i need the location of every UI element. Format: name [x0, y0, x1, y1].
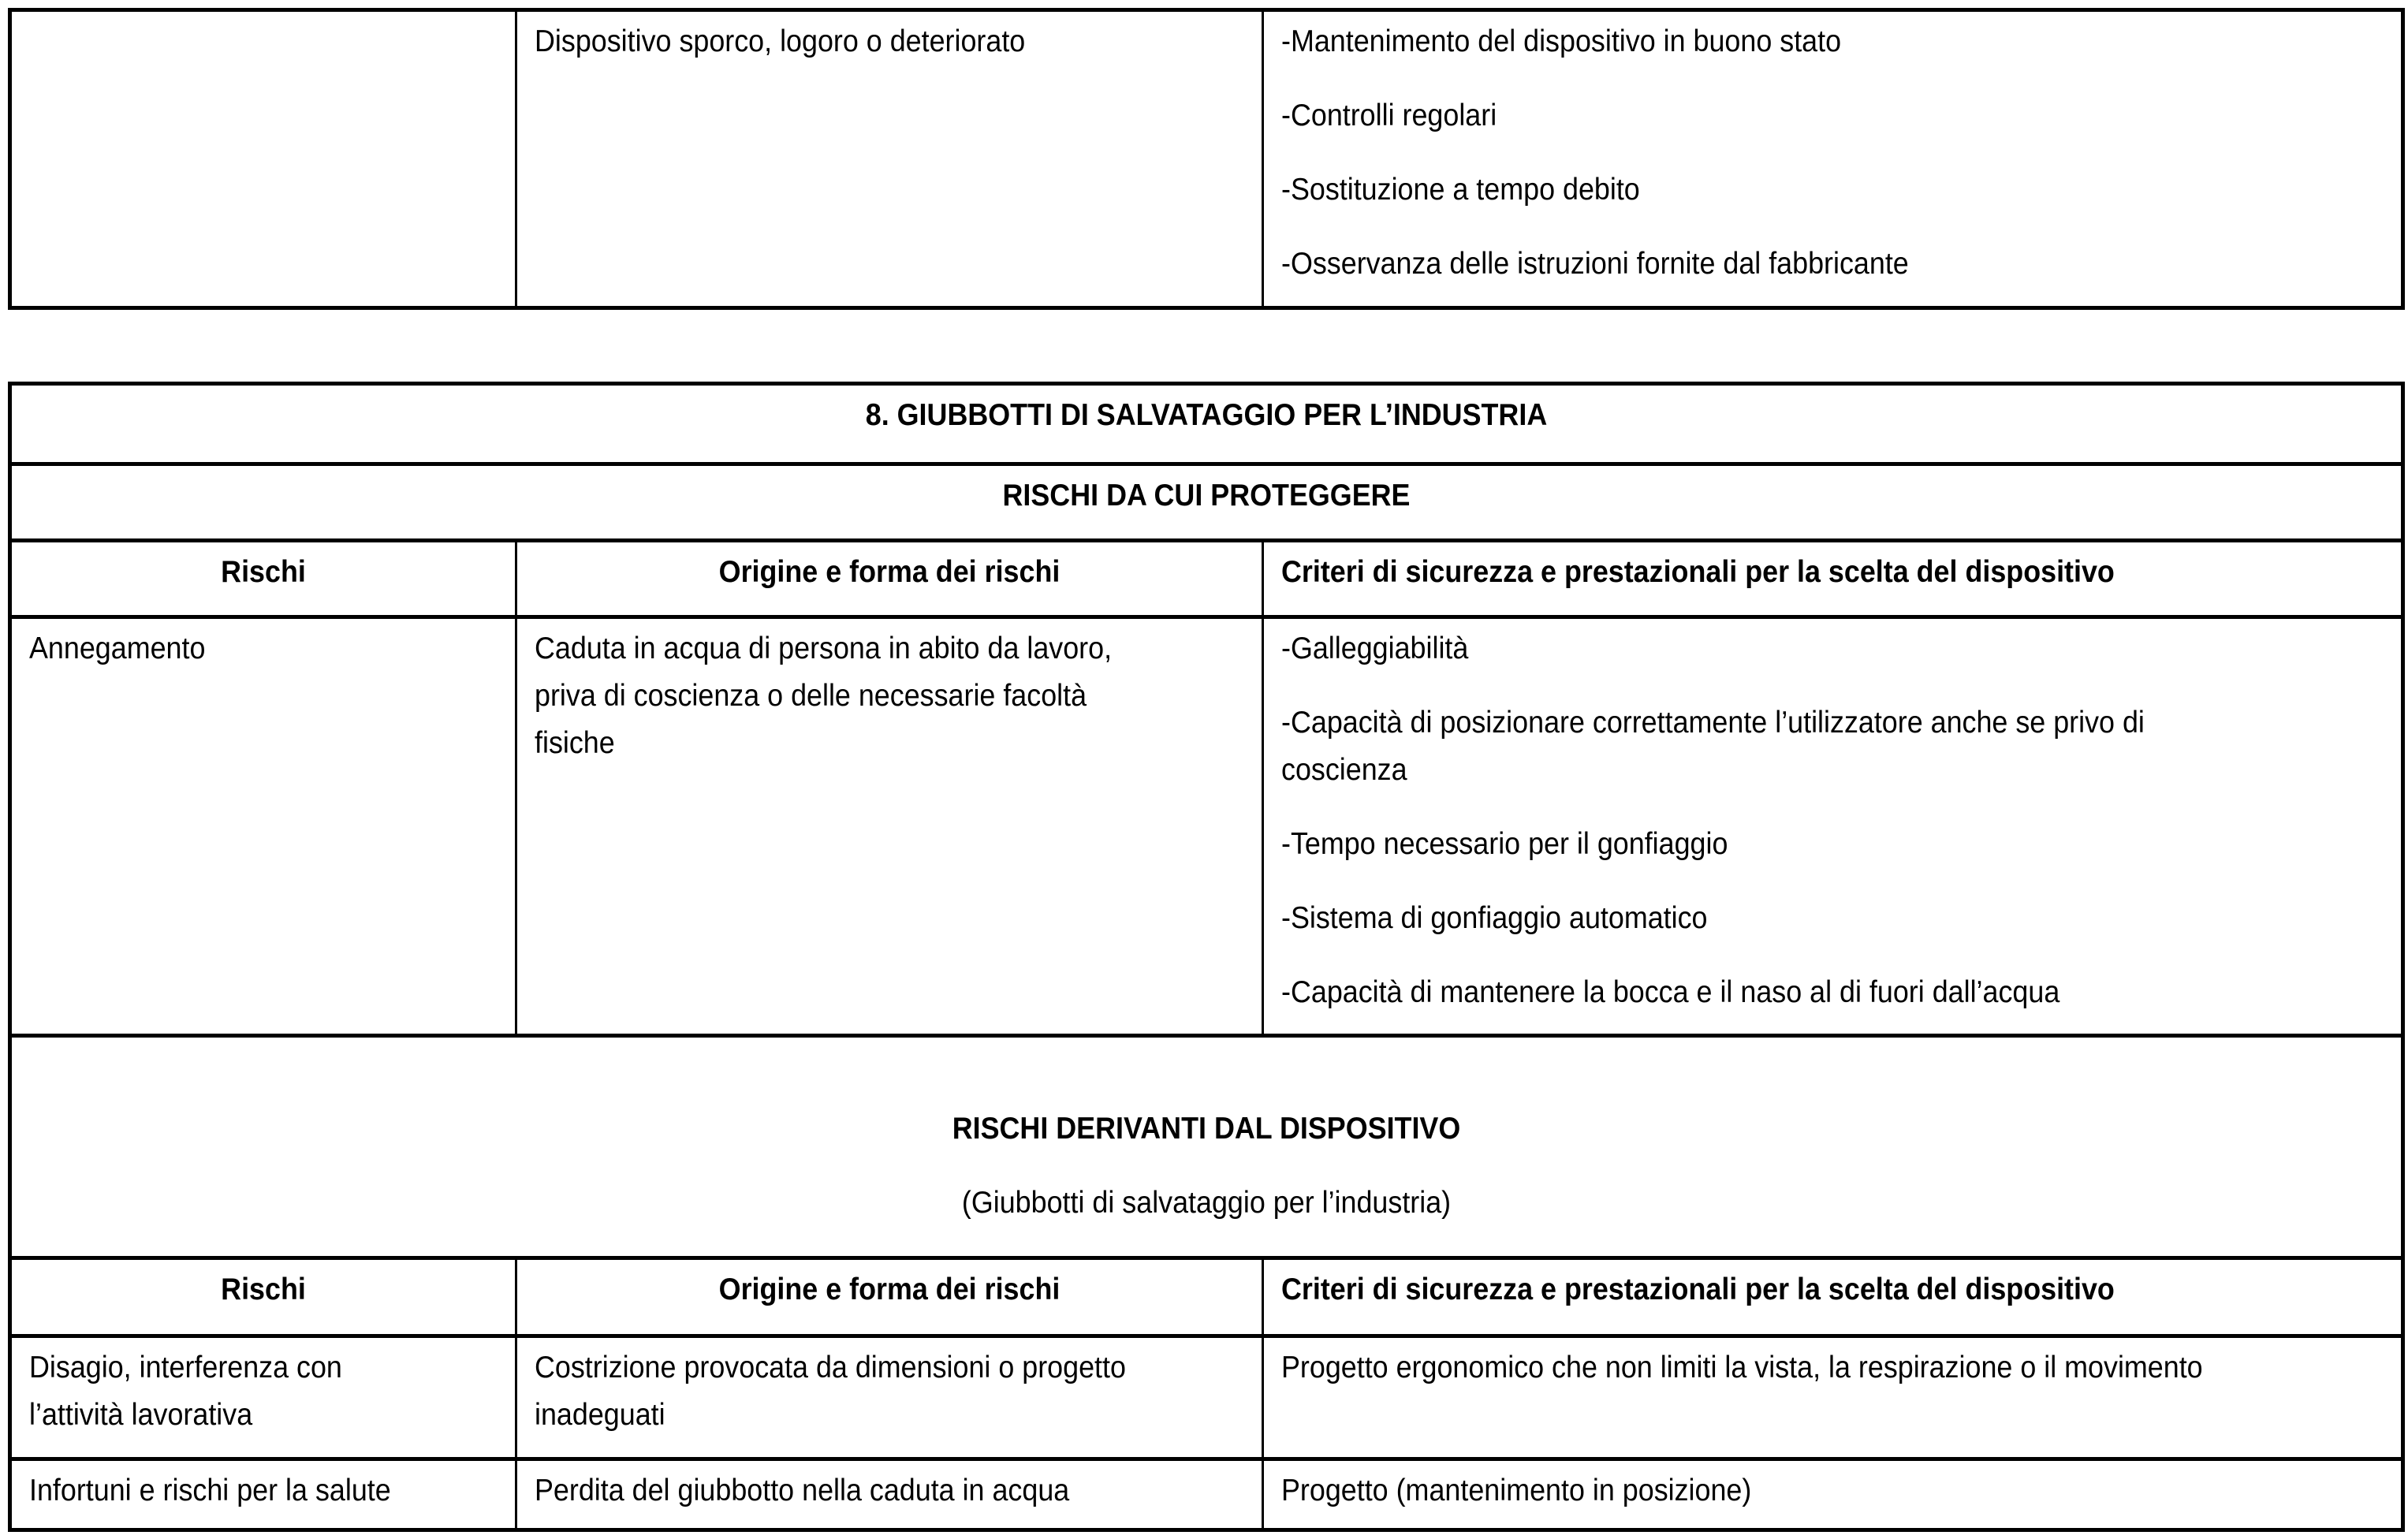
column-header: Origine e forma dei rischi	[718, 1273, 1060, 1306]
continued-risk-table	[8, 8, 2405, 310]
header-origine	[515, 1260, 1262, 1334]
derived-heading-row	[12, 1034, 2401, 1256]
cell-line: Progetto (mantenimento in posizione)	[1281, 1474, 1752, 1507]
cell-line: fisiche	[535, 726, 615, 760]
column-header: Criteri di sicurezza e prestazionali per la scelta del dispositivo	[1281, 555, 2115, 589]
column-header: Rischi	[221, 1273, 306, 1306]
section-title-row	[12, 386, 2401, 462]
cell-line: coscienza	[1281, 753, 1407, 787]
criteria-item	[1281, 821, 2384, 868]
derived-header-row	[12, 1256, 2401, 1334]
column-header: Origine e forma dei rischi	[718, 555, 1060, 589]
column-header: Rischi	[221, 555, 306, 589]
protect-header-row	[12, 538, 2401, 615]
protect-heading: RISCHI DA CUI PROTEGGERE	[1002, 479, 1411, 512]
criteria-item	[1281, 969, 2384, 1016]
table-row	[12, 615, 2401, 1034]
criteria-item: -Mantenimento del dispositivo in buono stato	[1281, 24, 1842, 58]
header-rischi	[12, 1260, 515, 1334]
criteria-item	[1281, 625, 2384, 673]
table-row	[12, 12, 2401, 306]
section-8-table	[8, 382, 2405, 1532]
cell-criteri	[1262, 1461, 2401, 1528]
cell-line: -Capacità di mantenere la bocca e il naso al di fuori dall’acqua	[1281, 975, 2060, 1009]
header-criteri	[1262, 1260, 2401, 1334]
cell-rischi	[12, 1338, 515, 1457]
cell-rischi	[12, 12, 515, 306]
cell-line: Infortuni e rischi per la salute	[29, 1474, 391, 1507]
criteria-item: -Controlli regolari	[1281, 99, 1497, 132]
section-title: 8. GIUBBOTTI DI SALVATAGGIO PER L’INDUSTRIA	[865, 398, 1548, 432]
criteria-item: -Osservanza delle istruzioni fornite dal fabbricante	[1281, 247, 1909, 281]
header-rischi	[12, 542, 515, 615]
cell-line: priva di coscienza o delle necessarie facoltà	[535, 679, 1087, 713]
criteria-item	[1281, 895, 2384, 942]
column-header: Criteri di sicurezza e prestazionali per la scelta del dispositivo	[1281, 1273, 2115, 1306]
cell-line: -Galleggiabilità	[1281, 632, 1469, 665]
cell-rischi	[12, 619, 515, 1034]
header-criteri	[1262, 542, 2401, 615]
cell-line: Costrizione provocata da dimensioni o progetto	[535, 1351, 1126, 1384]
cell-criteri	[1262, 1338, 2401, 1457]
table-row	[12, 1334, 2401, 1457]
cell-line: -Sistema di gonfiaggio automatico	[1281, 901, 1708, 935]
cell-line: Caduta in acqua di persona in abito da lavoro,	[535, 632, 1113, 665]
cell-origine	[515, 1461, 1262, 1528]
cell-line: l’attività lavorativa	[29, 1398, 253, 1432]
cell-criteri	[1262, 12, 2401, 306]
derived-heading: RISCHI DERIVANTI DAL DISPOSITIVO	[952, 1112, 1461, 1146]
cell-line: Progetto ergonomico che non limiti la vista, la respirazione o il movimento	[1281, 1351, 2203, 1384]
cell-origine	[515, 619, 1262, 1034]
criteria-item: -Sostituzione a tempo debito	[1281, 173, 1640, 207]
cell-line: -Capacità di posizionare correttamente l’utilizzatore anche se privo di	[1281, 706, 2145, 740]
protect-heading-cell	[12, 466, 2401, 538]
cell-origine	[515, 1338, 1262, 1457]
section-title-cell	[12, 386, 2401, 462]
cell-line: inadeguati	[535, 1398, 665, 1432]
cell-text: Dispositivo sporco, logoro o deteriorato	[535, 24, 1026, 58]
cell-origine	[515, 12, 1262, 306]
criteria-item	[1281, 699, 2384, 794]
cell-rischi	[12, 1461, 515, 1528]
protect-heading-row	[12, 462, 2401, 538]
header-origine	[515, 542, 1262, 615]
cell-line: Disagio, interferenza con	[29, 1351, 342, 1384]
derived-heading-cell	[12, 1038, 2401, 1256]
cell-text: Annegamento	[29, 632, 206, 665]
table-row	[12, 1457, 2401, 1528]
cell-line: -Tempo necessario per il gonfiaggio	[1281, 827, 1728, 861]
derived-subheading: (Giubbotti di salvataggio per l’industria)	[961, 1186, 1452, 1220]
cell-line: Perdita del giubbotto nella caduta in acqua	[535, 1474, 1070, 1507]
cell-criteri	[1262, 619, 2401, 1034]
